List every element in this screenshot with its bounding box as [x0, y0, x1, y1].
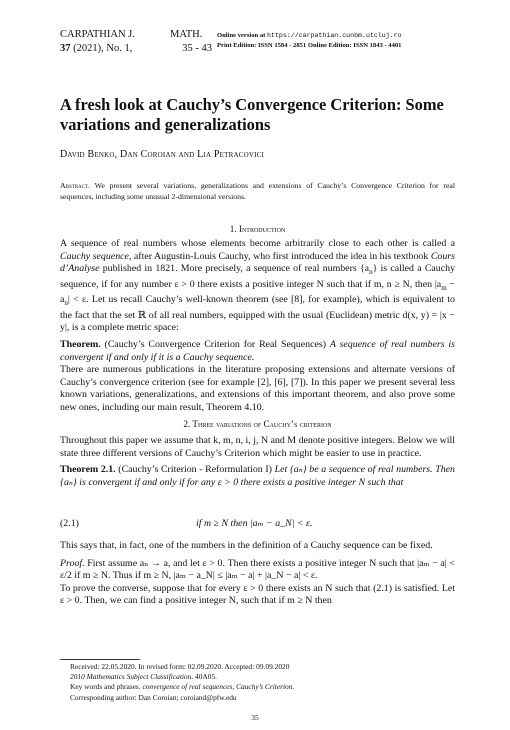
section-2-body	[60, 435, 455, 489]
equation-2-1: if m ≥ N then |aₘ − a_N| < ε.	[196, 518, 313, 529]
assumption-paragraph: Throughout this paper we assume that k, m, n, i, j, N and M denote positive integers. Below we will state three different versions of Cauchy’s Criterion which might be easier to use in practice.	[60, 435, 455, 459]
cauchy-theorem: Theorem. (Cauchy’s Convergence Criterion for Real Sequences) A sequence of real numbers is convergent if and only if it is a Cauchy sequence.	[60, 339, 455, 363]
literature-paragraph: There are numerous publications in the literature proposing extensions and alternate versions of Cauchy’s convergence criterion (see for example [2], [6], [7]). In this paper we present several less known variations, generalizations, and extensions of this important theorem, and also prove some new ones, including our main result, Theorem 4.10.	[60, 364, 455, 414]
footnote-rule	[60, 659, 140, 660]
converse-paragraph: To prove the converse, suppose that for every ε > 0 there exists an N such that (2.1) is satisfied. Let ε > 0. Then, we can find a positive integer N, such that if m ≥ N then	[60, 582, 455, 607]
journal-name-2: MATH.	[170, 29, 203, 40]
page-range: 35 - 43	[182, 43, 212, 54]
received-dates: Received: 22.05.2020. In revised form: 02.09.2020. Accepted: 09.09.2020	[70, 662, 290, 671]
title-block	[60, 95, 455, 135]
theorem-2-1: Theorem 2.1. (Cauchy’s Criterion - Reformulation I) Let {aₙ} be a sequence of real numbers. Then {aₙ} is convergent if and only if for any ε > 0 there exists a positive integer N such that	[60, 464, 455, 488]
page-number: 35	[251, 713, 259, 722]
journal-meta	[162, 28, 212, 56]
footnotes	[70, 662, 455, 703]
author-list: David Benko, Dan Coroian and Lia Petracovici	[60, 149, 265, 160]
keywords: Key words and phrases. convergence of real sequences, Cauchy’s Criterion.	[70, 682, 295, 692]
theorem-label: Theorem.	[60, 339, 101, 351]
section-1-heading: 1. Introduction	[229, 224, 286, 234]
equation-number: (2.1)	[60, 518, 79, 529]
section-2-heading: 2. Three variations of Cauchy’s criterion	[183, 419, 332, 429]
journal-header	[60, 28, 150, 56]
proof-label: Proof.	[60, 557, 85, 569]
paper-title: A fresh look at Cauchy’s Convergence Criterion: Some variations and generalizations	[60, 95, 444, 134]
abstract	[60, 180, 455, 202]
remark-paragraph: This says that, in fact, one of the numbers in the definition of a Cauchy sequence can be fixed.	[60, 540, 433, 551]
journal-volume: 37 (2021), No. 1,	[60, 43, 133, 54]
online-version: Online version at https://carpathian.cunbm.utcluj.ro	[217, 32, 402, 39]
msc-classification: 2010 Mathematics Subject Classification. 40A05.	[70, 672, 217, 682]
intro-paragraph: A sequence of real numbers whose elements become arbitrarily close to each other is called a Cauchy sequence, after Augustin-Louis Cauchy, who first introduced the idea in his textbook Cours d’Analyse published in 1821. More precisely, a sequence of real numbers $\{a_n\}$ is called a Cauchy sequence, if for any number ε > 0 there exists a positive integer N such that if m, n ≥ N, then $|a_m - a_n| < \varepsilon$. Let us recall Cauchy’s well-known theorem (see [8], for example), which is equivalent to the fact that the set ℝ of all real numbers, equipped with the usual (Euclidean) metric d(x, y) = |x − y|, is a complete metric space:	[60, 238, 456, 334]
abstract-label: Abstract.	[60, 181, 91, 190]
proof-paragraph: Proof. First assume aₙ → a, and let ε > 0. Then there exists a positive integer N such that |aₘ − a| < ε/2 if m ≥ N. Thus if m ≥ N, |aₘ − a_N| ≤ |aₘ − a| + |a_N − a| < ε.	[60, 557, 455, 582]
corresponding-author: Corresponding author: Dan Coroian; coroiand@pfw.edu	[70, 692, 237, 702]
section-1-body	[60, 238, 455, 415]
issn-line: Print Edition: ISSN 1584 - 2851 Online Edition: ISSN 1843 - 4401	[217, 42, 402, 49]
abstract-text: We present several variations, generalizations and extensions of Cauchy’s Convergence Criterion for real sequences, including some unusual 2-dimensional versions.	[60, 181, 456, 201]
journal-name: CARPATHIAN J.	[60, 29, 135, 40]
section-2-continued	[60, 540, 455, 608]
online-info	[217, 31, 457, 51]
online-url[interactable]: https://carpathian.cunbm.utcluj.ro	[267, 32, 402, 39]
